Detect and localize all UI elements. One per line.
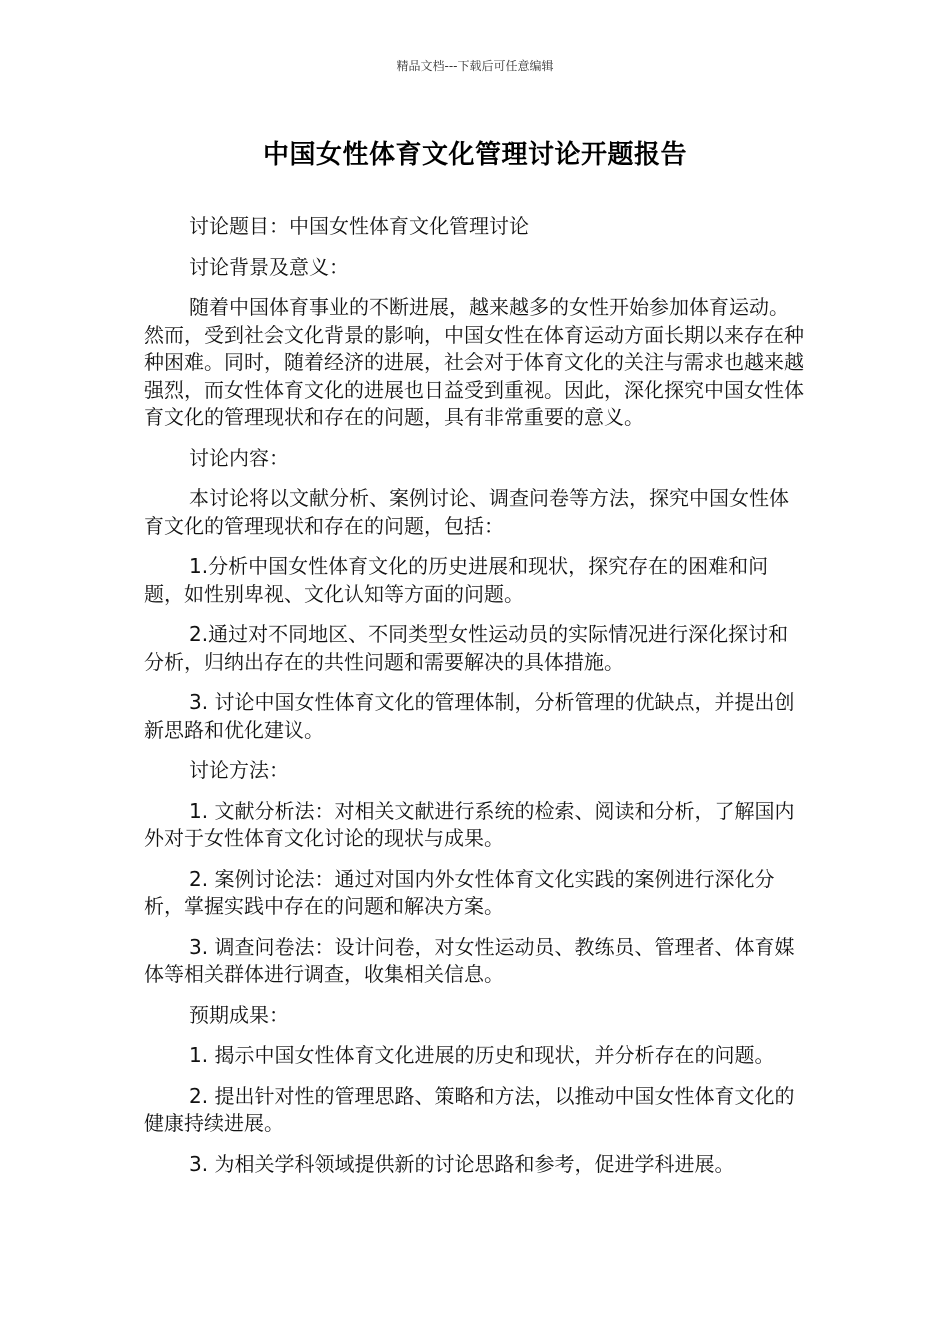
method-item-3: 3. 调查问卷法：设计问卷，对女性运动员、教练员、管理者、体育媒体等相关群体进行调查，收集相关信息。: [144, 934, 795, 986]
document-title: 中国女性体育文化管理讨论开题报告: [262, 140, 687, 170]
content-intro-paragraph: 本讨论将以文献分析、案例讨论、调查问卷等方法，探究中国女性体育文化的管理现状和存在的问题，包括：: [144, 486, 789, 538]
research-topic-line: 讨论题目：中国女性体育文化管理讨论: [189, 214, 529, 238]
content-item-2: 2.通过对不同地区、不同类型女性运动员的实际情况进行深化探讨和分析，归纳出存在的共性问题和需要解决的具体措施。: [144, 622, 789, 674]
outcome-item-3: 3. 为相关学科领域提供新的讨论思路和参考，促进学科进展。: [189, 1151, 735, 1176]
section-heading-methods: 讨论方法：: [189, 758, 289, 782]
document-body: [144, 213, 804, 1191]
background-paragraph: 随着中国体育事业的不断进展，越来越多的女性开始参加体育运动。然而，受到社会文化背景的影响，中国女性在体育运动方面长期以来存在种种困难。同时，随着经济的进展，社会对于体育文化的关注与需求也越来越强烈，而女性体育文化的进展也日益受到重视。因此，深化探究中国女性体育文化的管理现状和存在的问题，具有非常重要的意义。: [144, 295, 804, 429]
section-heading-content: 讨论内容：: [189, 445, 289, 470]
section-heading-background: 讨论背景及意义：: [189, 254, 349, 279]
content-item-1: 1.分析中国女性体育文化的历史进展和现状，探究存在的困难和问题，如性别卑视、文化认知等方面的问题。: [144, 554, 769, 606]
page-header-note: 精品文档---下载后可任意编辑: [396, 59, 554, 73]
method-item-2: 2. 案例讨论法：通过对国内外女性体育文化实践的案例进行深化分析，掌握实践中存在的问题和解决方案。: [144, 866, 775, 918]
content-item-3: 3. 讨论中国女性体育文化的管理体制，分析管理的优缺点，并提出创新思路和优化建议。: [144, 690, 795, 742]
outcome-item-2: 2. 提出针对性的管理思路、策略和方法，以推动中国女性体育文化的健康持续进展。: [144, 1083, 795, 1135]
section-heading-outcomes: 预期成果：: [189, 1002, 289, 1027]
outcome-item-1: 1. 揭示中国女性体育文化进展的历史和现状，并分析存在的问题。: [189, 1043, 775, 1067]
method-item-1: 1. 文献分析法：对相关文献进行系统的检索、阅读和分析，了解国内外对于女性体育文化讨论的现状与成果。: [144, 798, 795, 850]
